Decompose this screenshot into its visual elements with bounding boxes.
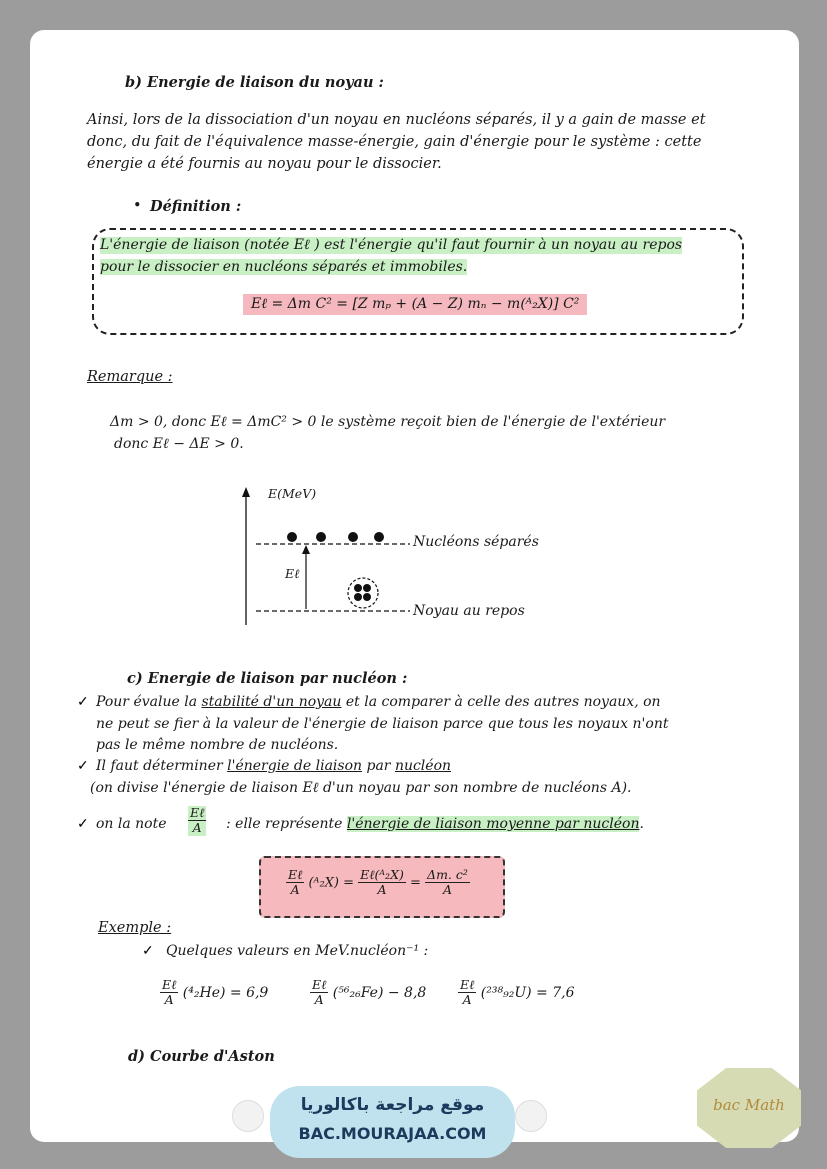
remarque-line-2: donc Eℓ − ΔE > 0. xyxy=(114,436,244,452)
check-icon: ✓ xyxy=(142,943,154,959)
remarque-line-1: Δm > 0, donc Eℓ = ΔmC² > 0 le système reçoit bien de l'énergie de l'extérieur xyxy=(110,414,666,430)
example-helium: $\frac{\text{Eℓ}}{A}$ (⁴₂He) = 6,9 xyxy=(162,977,269,1008)
y-axis-arrowhead xyxy=(242,487,250,497)
site-logo-icon-left xyxy=(232,1100,264,1132)
check-icon: ✓ xyxy=(77,758,89,774)
section-b-title: b) Energie de liaison du noyau : xyxy=(125,74,384,91)
section-b-para-line-3: énergie a été fournis au noyau pour le dissocier. xyxy=(87,156,442,172)
example-iron: $\frac{\text{Eℓ}}{A}$ (⁵⁶₂₆Fe) − 8,8 xyxy=(312,977,427,1008)
nucleus-particle xyxy=(363,593,371,601)
definition-text-line-2: pour le dissocier en nucléons séparés et immobiles. xyxy=(100,259,468,275)
item3-pre: on la note xyxy=(96,816,167,832)
lower-level-label: Noyau au repos xyxy=(413,603,525,619)
nucleon-dot xyxy=(348,532,358,542)
nucleon-dot xyxy=(374,532,384,542)
footer-site-link[interactable]: BAC.MOURAJAA.COM xyxy=(298,1124,487,1143)
remarque-label: Remarque : xyxy=(87,369,173,385)
y-axis-label: E(MeV) xyxy=(268,486,317,501)
item3-fraction: $\frac{\text{Eℓ}}{A}$ xyxy=(190,805,205,836)
check-icon: ✓ xyxy=(77,694,89,710)
section-b-para-line-1: Ainsi, lors de la dissociation d'un noyau en nucléons séparés, il y a gain de masse et xyxy=(87,112,706,128)
item2-line-2: (on divise l'énergie de liaison Eℓ d'un noyau par son nombre de nucléons A). xyxy=(90,780,632,796)
bac-math-logo-text: bac Math xyxy=(713,1096,785,1114)
item1-line-1: Pour évalue la stabilité d'un noyau et la comparer à celle des autres noyaux, on xyxy=(96,694,661,710)
definition-bullet: • xyxy=(133,198,142,214)
definition-text-line-1: L'énergie de liaison (notée Eℓ ) est l'énergie qu'il faut fournir à un noyau au repos xyxy=(100,237,683,253)
energy-per-nucleon-formula: $\frac{\text{Eℓ}}{A}$ (ᴬ₂X) = $\frac{\text{Eℓ(ᴬ₂X)}}{A}$ = $\frac{\text{Δm. c²}}{A}$ xyxy=(288,867,468,898)
exemple-line: Quelques valeurs en MeV.nucléon⁻¹ : xyxy=(166,943,429,959)
nucleus-circle xyxy=(348,578,378,608)
section-b-para-line-2: donc, du fait de l'équivalence masse-énergie, gain d'énergie pour le système : cette xyxy=(87,134,702,150)
site-logo-icon-right xyxy=(515,1100,547,1132)
nucleus-particle xyxy=(354,593,362,601)
example-uranium: $\frac{\text{Eℓ}}{A}$ (²³⁸₉₂U) = 7,6 xyxy=(460,977,575,1008)
upper-level-label: Nucléons séparés xyxy=(413,534,539,550)
nucleon-dot xyxy=(287,532,297,542)
section-c-title: c) Energie de liaison par nucléon : xyxy=(127,670,408,687)
definition-label: Définition : xyxy=(150,198,242,215)
arrow-label: Eℓ xyxy=(285,566,300,581)
nucleus-particle xyxy=(363,584,371,592)
item3-post: : elle représente l'énergie de liaison moyenne par nucléon. xyxy=(226,816,644,832)
nucleon-dot xyxy=(316,532,326,542)
section-d-title: d) Courbe d'Aston xyxy=(128,1048,275,1065)
document-page xyxy=(30,30,799,1142)
nucleus-particle xyxy=(354,584,362,592)
exemple-label: Exemple : xyxy=(98,920,172,936)
item1-line-3: pas le même nombre de nucléons. xyxy=(96,737,339,753)
item2-line-1: Il faut déterminer l'énergie de liaison par nucléon xyxy=(96,758,452,774)
check-icon: ✓ xyxy=(77,816,89,832)
energy-arrowhead xyxy=(302,545,310,554)
footer-arabic-text: موقع مراجعة باكالوريا xyxy=(300,1095,485,1115)
item1-line-2: ne peut se fier à la valeur de l'énergie de liaison parce que tous les noyaux n'ont xyxy=(96,716,669,732)
binding-energy-formula: Eℓ = Δm C² = [Z mₚ + (A − Z) mₙ − m(ᴬ₂X)] C² xyxy=(243,294,587,315)
